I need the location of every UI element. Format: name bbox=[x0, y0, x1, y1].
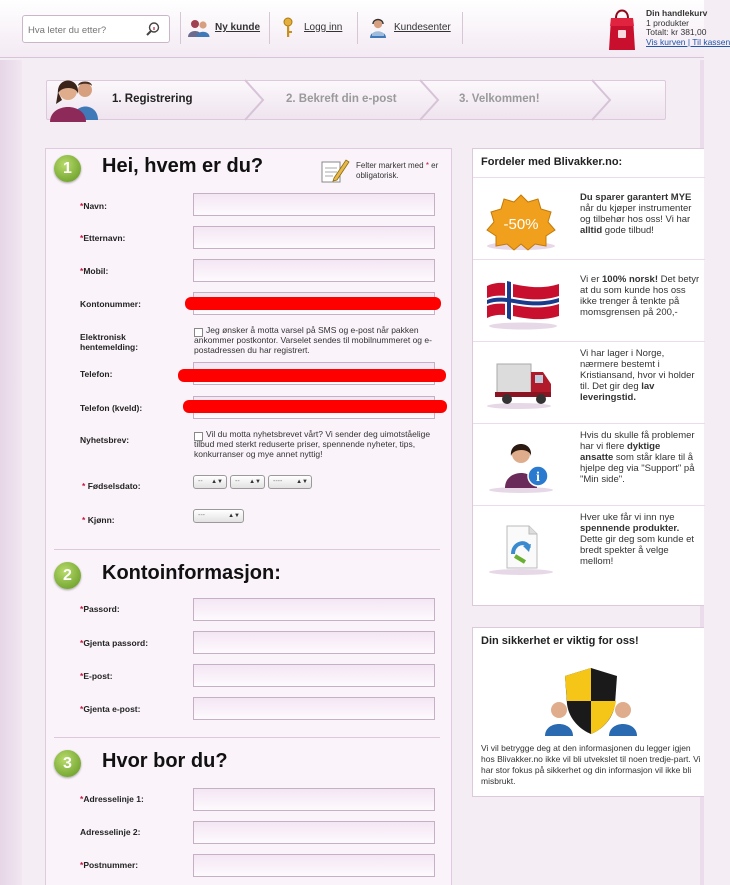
label-text: Mobil: bbox=[83, 266, 109, 276]
benefit-text bbox=[580, 430, 695, 485]
cart-count: 1 produkter bbox=[646, 17, 689, 28]
section-number-badge: 1 bbox=[54, 155, 81, 182]
benefit-text-bold: 100% norsk! bbox=[602, 274, 658, 285]
label-postnummer bbox=[80, 860, 138, 870]
required-star: * bbox=[425, 161, 429, 170]
label-etternavn bbox=[80, 233, 125, 243]
label-kontonummer: Kontonummer: bbox=[80, 299, 141, 309]
nav-divider bbox=[180, 12, 181, 44]
page-background-left bbox=[0, 60, 22, 885]
nav-divider bbox=[357, 12, 358, 44]
repeat-password-input[interactable] bbox=[193, 631, 435, 654]
select-value: -- bbox=[198, 478, 203, 485]
benefit-text-run: nærmere bestemt i bbox=[580, 359, 660, 370]
benefit-text bbox=[580, 274, 699, 318]
benefit-text-bold: leveringstid. bbox=[580, 392, 636, 403]
benefit-item bbox=[473, 423, 705, 505]
customer-service-icon bbox=[368, 18, 388, 38]
benefit-text bbox=[580, 512, 694, 567]
key-icon bbox=[282, 17, 294, 39]
section-divider bbox=[54, 737, 440, 738]
required-star: * bbox=[80, 671, 84, 681]
security-panel bbox=[472, 627, 704, 797]
benefit-text-bold: lav bbox=[641, 381, 655, 392]
benefit-text-line bbox=[580, 214, 691, 225]
label-text: Adresselinje 1: bbox=[83, 794, 144, 804]
benefit-text-run: Kristiansand, hvor vi holder bbox=[580, 370, 695, 381]
benefit-item bbox=[473, 341, 705, 423]
label-text: Etternavn: bbox=[83, 233, 126, 243]
nav-divider bbox=[462, 12, 463, 44]
last-name-input[interactable] bbox=[193, 226, 435, 249]
cart-links[interactable]: Vis kurven | Til kassen bbox=[646, 36, 730, 47]
label-gjenta-passord bbox=[80, 638, 148, 648]
step-welcome: 3. Velkommen! bbox=[459, 93, 540, 105]
customer-center-link[interactable]: Kundesenter bbox=[394, 22, 451, 33]
benefit-text-line bbox=[580, 523, 694, 534]
repeat-email-input[interactable] bbox=[193, 697, 435, 720]
benefit-text-run: Vi er bbox=[580, 274, 603, 285]
benefit-text-line bbox=[580, 441, 695, 452]
benefit-text-line bbox=[580, 359, 695, 370]
pickup-notification-text: Jeg ønsker å motta varsel på SMS og e-post når pakken ankommer postkontor. Varselet sendes til mobilnummeret og e-postadressen du har registrert. bbox=[194, 325, 432, 355]
label-epost bbox=[80, 671, 113, 681]
benefit-text-run: hjelpe deg via "Support" på bbox=[580, 463, 695, 474]
redaction-bar bbox=[185, 297, 441, 310]
benefit-text-line bbox=[580, 430, 695, 441]
benefit-text-line bbox=[580, 348, 695, 359]
cart-total: Totalt: kr 381,00 bbox=[646, 27, 707, 37]
benefit-text-run: til. Det gir deg bbox=[580, 381, 642, 392]
label-kjonn bbox=[82, 515, 115, 525]
select-arrows-icon: ▲▼ bbox=[249, 479, 261, 485]
new-customer-link[interactable]: Ny kunde bbox=[215, 22, 261, 33]
label-telefon: Telefon: bbox=[80, 369, 113, 379]
required-fields-note bbox=[356, 161, 448, 180]
benefit-text-run: har vi flere bbox=[580, 441, 627, 452]
benefit-text-line bbox=[580, 556, 694, 567]
benefit-text-run: når du kjøper instrumenter bbox=[580, 203, 692, 214]
label-text: Gjenta passord: bbox=[83, 638, 149, 648]
required-star: * bbox=[80, 604, 84, 614]
discount-50-badge-icon bbox=[483, 192, 559, 252]
registration-avatar-icon bbox=[48, 74, 102, 124]
section-number-badge: 3 bbox=[54, 750, 81, 777]
benefit-text-bold: Du sparer garantert MYE bbox=[580, 192, 692, 203]
select-arrows-icon: ▲▼ bbox=[211, 479, 223, 485]
label-hentemelding bbox=[80, 332, 138, 352]
label-text: Fødselsdato: bbox=[87, 481, 141, 491]
step-confirm-email: 2. Bekreft din e-post bbox=[286, 93, 397, 105]
select-value: -- bbox=[235, 478, 240, 485]
section-title-address: Hvor bor du? bbox=[102, 750, 228, 772]
benefit-text-run: momsgrensen på 200,- bbox=[580, 307, 678, 318]
select-value: ---- bbox=[273, 478, 283, 485]
step-registration: 1. Registrering bbox=[112, 93, 193, 105]
birth-month-select[interactable] bbox=[230, 475, 265, 489]
label-mobil bbox=[80, 266, 108, 276]
top-bar bbox=[0, 0, 730, 58]
label-adresselinje-1 bbox=[80, 794, 144, 804]
new-customer-icon bbox=[188, 18, 210, 38]
required-star: * bbox=[80, 201, 84, 211]
label-text: Navn: bbox=[83, 201, 107, 211]
benefit-text bbox=[580, 192, 691, 236]
benefit-text-line bbox=[580, 192, 691, 203]
search-box[interactable] bbox=[22, 15, 170, 43]
newsletter-text: Vil du motta nyhetsbrevet vårt? Vi sender deg uimotståelige tilbud med sterkt reduserte priser, spennende nyheter, tips, konkurranser og mye annet nyttig! bbox=[194, 429, 431, 459]
benefit-text-line bbox=[580, 225, 691, 236]
new-products-icon bbox=[483, 518, 559, 576]
benefits-title: Fordeler med Blivakker.no: bbox=[481, 156, 623, 168]
login-link[interactable]: Logg inn bbox=[304, 22, 343, 33]
benefit-text-line bbox=[580, 452, 695, 463]
benefit-text-run: "Min side". bbox=[580, 474, 625, 485]
gender-select[interactable] bbox=[193, 509, 244, 523]
benefit-item bbox=[473, 505, 705, 587]
security-text: Vi vil betrygge deg at den informasjonen du legger igjen hos Blivakker.no ikke vil bli utvekslet til noen tredje-part. Vi har stor fokus på sikkerhet og din informasjon vil ikke bli misbrukt. bbox=[481, 743, 701, 786]
required-star: * bbox=[80, 638, 84, 648]
benefit-item bbox=[473, 177, 705, 259]
section-divider bbox=[54, 549, 440, 550]
postcode-input[interactable] bbox=[193, 854, 435, 877]
label-line: Elektronisk bbox=[80, 332, 126, 342]
benefit-text-run: Det betyr bbox=[658, 274, 700, 285]
birth-day-select[interactable] bbox=[193, 475, 227, 489]
security-title: Din sikkerhet er viktig for oss! bbox=[481, 635, 639, 647]
benefit-text-line bbox=[580, 370, 695, 381]
search-icon[interactable] bbox=[145, 21, 161, 37]
cart-summary bbox=[646, 9, 730, 47]
redaction-bar bbox=[183, 400, 447, 413]
benefit-text-line bbox=[580, 296, 699, 307]
benefit-text-line bbox=[580, 285, 699, 296]
label-adresselinje-2: Adresselinje 2: bbox=[80, 827, 141, 837]
security-shield-icon bbox=[541, 664, 641, 736]
delivery-truck-icon bbox=[483, 358, 555, 410]
benefit-text-run: gode tilbud! bbox=[602, 225, 654, 236]
benefit-text bbox=[580, 348, 695, 403]
cart-title: Din handlekurv bbox=[646, 8, 708, 18]
label-line: hentemelding: bbox=[80, 342, 139, 352]
required-star: * bbox=[82, 481, 86, 491]
benefit-text-line bbox=[580, 534, 694, 545]
benefit-text-line bbox=[580, 381, 695, 392]
benefit-text-run: og tilbehør hos oss! Vi har bbox=[580, 214, 691, 225]
label-text: Postnummer: bbox=[83, 860, 139, 870]
benefit-item bbox=[473, 259, 705, 341]
nav-divider bbox=[269, 12, 270, 44]
benefit-text-bold: ansatte bbox=[580, 452, 614, 463]
required-star: * bbox=[82, 515, 86, 525]
benefit-text-run: Vi har lager i Norge, bbox=[580, 348, 665, 359]
label-nyhetsbrev: Nyhetsbrev: bbox=[80, 435, 130, 445]
search-input[interactable] bbox=[28, 18, 140, 42]
label-text: E-post: bbox=[83, 671, 113, 681]
shopping-bag-icon[interactable] bbox=[608, 6, 636, 52]
label-fodselsdato bbox=[82, 481, 141, 491]
label-text: Kjønn: bbox=[87, 515, 115, 525]
label-telefon-kveld: Telefon (kveld): bbox=[80, 403, 143, 413]
benefit-text-bold: spennende produkter. bbox=[580, 523, 680, 534]
benefit-text-run: ikke trenger å tenkte på bbox=[580, 296, 680, 307]
discount-badge-text: -50% bbox=[503, 216, 539, 233]
section-title-personal: Hei, hvem er du? bbox=[102, 155, 264, 177]
birth-year-select[interactable] bbox=[268, 475, 312, 489]
select-value: --- bbox=[198, 512, 205, 519]
benefit-text-run: som står klare til å bbox=[613, 452, 693, 463]
benefit-text-run: Hver uke får vi inn nye bbox=[580, 512, 675, 523]
step-chevron-icon bbox=[418, 79, 440, 121]
note-prefix: Felter markert med bbox=[356, 161, 424, 170]
required-star: * bbox=[80, 704, 84, 714]
email-input[interactable] bbox=[193, 664, 435, 687]
support-person-info-icon bbox=[483, 436, 559, 494]
note-suffix: er obligatorisk. bbox=[356, 161, 439, 180]
required-star: * bbox=[80, 860, 84, 870]
benefit-text-line bbox=[580, 545, 694, 556]
required-star: * bbox=[80, 794, 84, 804]
benefit-text-line bbox=[580, 392, 695, 403]
password-input[interactable] bbox=[193, 598, 435, 621]
select-arrows-icon: ▲▼ bbox=[296, 479, 308, 485]
benefit-text-line bbox=[580, 512, 694, 523]
benefit-text-run: Hvis du skulle få problemer bbox=[580, 430, 695, 441]
step-chevron-icon bbox=[243, 79, 265, 121]
label-gjenta-epost bbox=[80, 704, 140, 714]
benefits-panel bbox=[472, 148, 704, 606]
svg-text:i: i bbox=[536, 470, 540, 485]
notepad-pen-icon bbox=[320, 156, 350, 184]
benefit-text-run: Dette gir deg som kunde et bbox=[580, 534, 695, 545]
name-input[interactable] bbox=[193, 193, 435, 216]
section-title-account: Kontoinformasjon: bbox=[102, 562, 281, 584]
step-chevron-icon bbox=[590, 79, 612, 121]
address-line-2-input[interactable] bbox=[193, 821, 435, 844]
address-line-1-input[interactable] bbox=[193, 788, 435, 811]
benefit-text-bold: alltid bbox=[580, 225, 603, 236]
benefit-text-line bbox=[580, 274, 699, 285]
section-number-badge: 2 bbox=[54, 562, 81, 589]
label-text: Passord: bbox=[83, 604, 120, 614]
label-text: Gjenta e-post: bbox=[83, 704, 141, 714]
norwegian-flag-icon bbox=[483, 274, 563, 330]
redaction-bar bbox=[178, 369, 446, 382]
mobile-input[interactable] bbox=[193, 259, 435, 282]
label-passord bbox=[80, 604, 120, 614]
required-star: * bbox=[80, 266, 84, 276]
benefit-text-line bbox=[580, 463, 695, 474]
benefit-text-run: bredt spekter å velge bbox=[580, 545, 669, 556]
benefit-text-line bbox=[580, 307, 699, 318]
benefit-text-run: mellom! bbox=[580, 556, 614, 567]
benefit-text-run: at du som kunde hos oss bbox=[580, 285, 686, 296]
benefit-text-line bbox=[580, 203, 691, 214]
benefit-text-line bbox=[580, 474, 695, 485]
required-star: * bbox=[80, 233, 84, 243]
label-navn bbox=[80, 201, 107, 211]
select-arrows-icon: ▲▼ bbox=[228, 513, 240, 519]
benefit-text-bold: dyktige bbox=[627, 441, 661, 452]
